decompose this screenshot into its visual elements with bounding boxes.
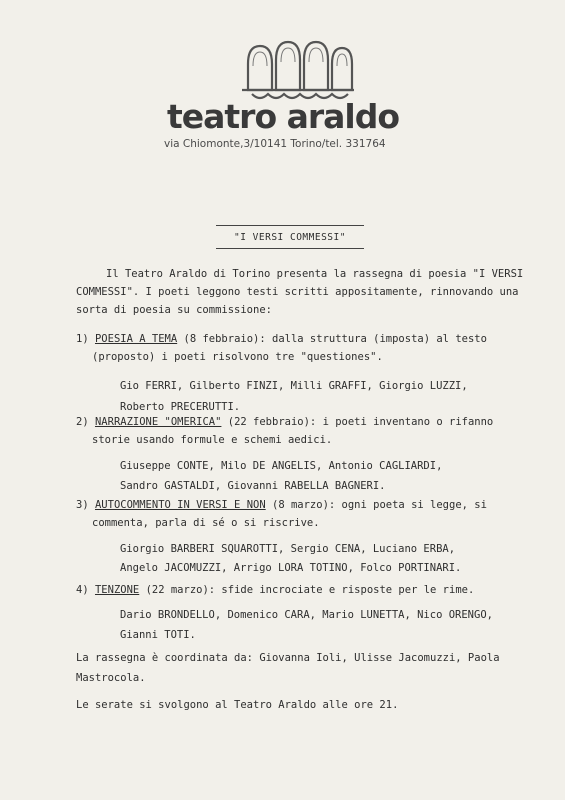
section-heading: AUTOCOMMENTO IN VERSI E NON bbox=[94, 499, 266, 511]
section-heading: NARRAZIONE "OMERICA" bbox=[94, 416, 222, 428]
title-rule-bottom bbox=[216, 248, 364, 249]
poets-line: Giuseppe CONTE, Milo DE ANGELIS, Antonio CAGLIARDI, bbox=[120, 460, 443, 472]
section-number: 2) bbox=[76, 416, 89, 428]
section-text: (22 febbraio): i poeti inventano o rifanno bbox=[221, 416, 494, 428]
closing-line: Le serate si svolgono al Teatro Araldo alle ore 21. bbox=[76, 699, 399, 711]
section-4-line1 bbox=[76, 582, 474, 599]
title-block bbox=[210, 225, 370, 249]
section-number: 4) bbox=[76, 584, 89, 596]
theatre-logo-icon bbox=[236, 34, 356, 106]
section-heading: TENZONE bbox=[94, 584, 140, 596]
poets-line: Gianni TOTI. bbox=[120, 629, 196, 641]
section-number: 3) bbox=[76, 499, 89, 511]
section-text: (22 marzo): sfide incrociate e risposte per le rime. bbox=[139, 584, 475, 596]
section-text: (8 febbraio): dalla struttura (imposta) al testo bbox=[177, 333, 487, 345]
poets-line: Angelo JACOMUZZI, Arrigo LORA TOTINO, Folco PORTINARI. bbox=[120, 562, 462, 574]
document-title: "I VERSI COMMESSI" bbox=[234, 232, 346, 243]
section-text: (8 marzo): ogni poeta si legge, si bbox=[265, 499, 487, 511]
section-1-line1 bbox=[76, 331, 487, 348]
poets-line: Giorgio BARBERI SQUAROTTI, Sergio CENA, Luciano ERBA, bbox=[120, 543, 456, 555]
section-3-line2: commenta, parla di sé o si riscrive. bbox=[92, 517, 320, 529]
section-3-line1 bbox=[76, 497, 487, 514]
section-2-line1 bbox=[76, 414, 493, 431]
brand-name: teatro araldo bbox=[166, 97, 400, 136]
poets-line: Sandro GASTALDI, Giovanni RABELLA BAGNERI. bbox=[120, 480, 386, 492]
poets-line: Gio FERRI, Gilberto FINZI, Milli GRAFFI, Giorgio LUZZI, bbox=[120, 380, 468, 392]
poets-line: Dario BRONDELLO, Domenico CARA, Mario LUNETTA, Nico ORENGO, bbox=[120, 609, 493, 621]
poets-line: Roberto PRECERUTTI. bbox=[120, 401, 241, 413]
intro-line: Il Teatro Araldo di Torino presenta la rassegna di poesia "I VERSI bbox=[106, 268, 524, 280]
coordination-line: La rassegna è coordinata da: Giovanna Ioli, Ulisse Jacomuzzi, Paola bbox=[76, 652, 500, 664]
intro-line: sorta di poesia su commissione: bbox=[76, 304, 272, 316]
section-number: 1) bbox=[76, 333, 89, 345]
section-2-line2: storie usando formule e schemi aedici. bbox=[92, 434, 333, 446]
letterhead-address: via Chiomonte,3/10141 Torino/tel. 331764 bbox=[164, 138, 386, 150]
section-heading: POESIA A TEMA bbox=[94, 333, 178, 345]
section-1-line2: (proposto) i poeti risolvono tre "questiones". bbox=[92, 351, 383, 363]
coordination-line: Mastrocola. bbox=[76, 672, 146, 684]
intro-line: COMMESSI". I poeti leggono testi scritti appositamente, rinnovando una bbox=[76, 286, 519, 298]
